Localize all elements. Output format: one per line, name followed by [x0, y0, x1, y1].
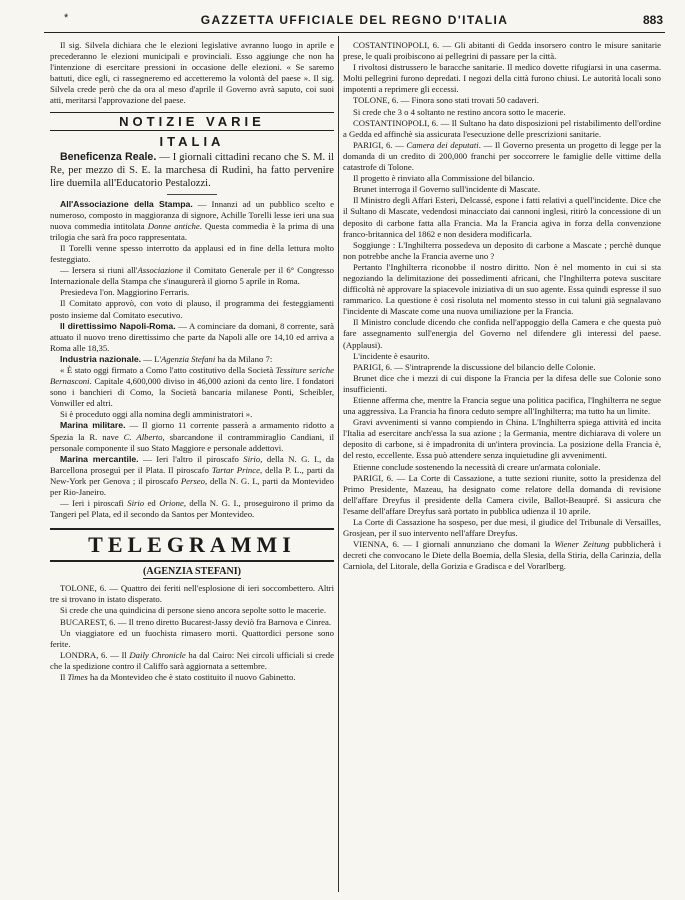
article-militare — [50, 420, 334, 453]
telegram: I rivoltosi distrussero le baracche sanitarie. Il medico dovette rifugiarsi in una caserma. Molti pellegrini furono depredati. I negozi della città furono chiusi. Le autorità locali sono impotenti a reprimere gli eccessi. — [343, 62, 661, 95]
article-text: , sbarcandone il contrammiraglio Candiani, il personale componente il suo Stato Maggiore e personale addettovi. — [50, 431, 334, 453]
article-text: ha da Milano 7: — [215, 353, 273, 364]
article-text: il Comitato Generale per il 6° Congresso Internazionale della Stampa che s'inaugurerà il giorno 5 aprile in Roma. — [50, 265, 334, 287]
article-stampa — [50, 199, 334, 243]
telegram: Un viaggiatore ed un fuochista rimasero morti. Quattordici persone sono ferite. — [50, 627, 334, 649]
article-heading: All'Associazione della Stampa. — [60, 198, 193, 209]
telegram: Il Ministro degli Affari Esteri, Delcassé, espone i fatti relativi a quell'incidente. Dice che il Sultano di Mascate, vedendosi minacciato dai cannoni inglesi, ritirò la concessione di un deposito di carbone fatta alla Francia. Ma la Francia agiva in forza della convenzione franco-britannica del 1862 e non desidera modificarla. — [343, 195, 661, 239]
article-text: « È stato oggi firmato a Como l'atto costitutivo della Società — [60, 364, 276, 375]
italic-title: C. Alberto — [123, 431, 163, 442]
article-heading: Marina militare. — [60, 420, 126, 431]
telegram: TOLONE, 6. — Finora sono stati trovati 50 cadaveri. — [353, 95, 539, 106]
article-industria — [50, 354, 334, 365]
paragraph: Si è proceduto oggi alla nomina degli amministratori ». — [60, 409, 253, 420]
telegram: BUCAREST, 6. — Il treno diretto Bucarest-Jassy deviò fra Barnova e Cinrea. — [60, 616, 332, 627]
page-number: 883 — [642, 13, 663, 27]
paragraph: Presiedeva l'on. Maggiorino Ferraris. — [60, 287, 190, 298]
article-text: , della N. G. I., proseguirono il primo da Tangeri pel Plata, ed il secondo da Santos per Montevideo. — [50, 498, 334, 520]
italic-title: Sirio — [243, 453, 261, 464]
article-text: — L' — [141, 353, 162, 364]
article-text: — Iersera si riuni all' — [60, 265, 138, 276]
agency-label — [50, 566, 334, 577]
telegram: PARIGI, 6. — S'intraprende la discussione del bilancio delle Colonie. — [353, 361, 596, 372]
italic-title: Orione — [159, 498, 184, 509]
italic-title: Tessiture seriche Bernasconi — [50, 364, 334, 387]
newspaper-title: GAZZETTA UFFICIALE DEL REGNO D'ITALIA — [200, 13, 509, 27]
telegram: Etienne conclude sostenendo la necessità di creare un'armata coloniale. — [353, 461, 601, 472]
article-text: ha da Montevideo che è stato costituito il nuovo Gabinetto. — [87, 672, 296, 683]
article-text: . Capitale 4,600,000 diviso in 46,000 azioni da cento lire. I fondatori sono i banchieri di Como, la Società bancaria milanese Ponti, Scheibler, Vonwiller ed altri. — [50, 376, 334, 409]
telegram: La Corte di Cassazione ha sospeso, per due mesi, il giudice del Tribunale di Versailles, Grosjean, per il suo intervento nell'affare Dreyfus. — [343, 517, 661, 539]
intro-paragraph: Il sig. Silvela dichiara che le elezioni legislative avranno luogo in aprile e precederanno le elezioni municipali e provinciali. Esso aggiunge che non ha l'intenzione di esercitare pressioni in occasione delle elezioni. « Se saremo battuti, dice egli, ci rassegneremo ed accetteremo la volontà del paese ». Il sig. Silvela crede però che da ora al meso d'aprile il Governo avrà saputo, coi suoi atti, meritarsi l'approvazione del paese. — [50, 40, 334, 106]
article-heading: Marina mercantile. — [60, 453, 139, 464]
telegram — [343, 539, 661, 572]
separator — [167, 194, 217, 195]
paragraph — [50, 365, 334, 409]
article-text: — Ieri l'altro il piroscafo — [138, 453, 244, 464]
article-text: — Il giorno 11 corrente passerà a armamento ridotto a Spezia la R. nave — [50, 420, 334, 442]
right-column — [343, 40, 661, 892]
article-heading: Beneficenza Reale. — [60, 150, 157, 163]
italic-title: Sirio — [127, 498, 145, 509]
article-text: PARIGI, 6. — — [353, 139, 407, 150]
telegram: COSTANTINOPOLI, 6. — Il Sultano ha dato disposizioni pel ristabilimento dell'ordine a Gedda ed affinchè sia assicurata l'esecuzione delle prescrizioni sanitarie. — [343, 117, 661, 139]
telegram — [50, 650, 334, 672]
italic-title: Agenzia Stefani — [161, 353, 216, 364]
article-heading: Industria nazionale. — [60, 353, 142, 364]
paragraph: Il Comitato approvò, con voto di plauso, il programma dei festeggiamenti posto insieme dal Comitato esecutivo. — [50, 298, 334, 320]
italic-title: Daily Chronicle — [129, 649, 186, 660]
paragraph: Il Torelli venne spesso interrotto da applausi ed in fine della lettura molto festeggiato. — [50, 242, 334, 265]
telegram: Brunet interroga il Governo sull'incidente di Mascate. — [353, 184, 541, 195]
telegram: Il progetto è rinviato alla Commissione del bilancio. — [353, 173, 535, 184]
article-text: — Ieri i piroscafi — [60, 498, 128, 509]
italic-title: Wiener Zeitung — [554, 539, 610, 550]
telegram — [50, 672, 334, 683]
left-column — [50, 40, 334, 892]
telegram: Brunet dice che i mezzi di cui dispone la Francia per la difesa delle sue Colonie sono insufficienti. — [343, 372, 661, 394]
header-star: * — [64, 12, 69, 24]
telegram — [343, 140, 661, 173]
telegram: Etienne afferma che, mentre la Francia segue una politica pacifica, l'Inghilterra ne segue una aggressiva. La Francia ha finora ceduto sempre all'Inghilterra; ma tutto ha un limite. — [343, 395, 661, 417]
article-text: Il — [60, 672, 68, 683]
article-text: . — Il Governo presenta un progetto di legge per la domanda di un credito di 200,000 franchi per soccorrere le famiglie delle vittime della catastrofe di Tolone. — [343, 139, 661, 173]
article-text: . Questa commedia è la prima di una trilogia che sarà fra poco rappresentata. — [50, 220, 334, 242]
telegram: PARIGI, 6. — La Corte di Cassazione, a tutte sezioni riunite, sotto la presidenza del Primo Presidente, Mazeau, ha designato come relatore della domanda di revisione dell'affare Dreyfus il presidente della Camera civile, Ballot-Beaupré. Si assicura che l'esame dell'affare Dreyfus sarà portato in pubblica udienza il 10 aprile. — [343, 472, 661, 516]
article-text: — Innanzi ad un pubblico scelto e numeroso, composto in maggioranza di signore, Achille Torelli lesse ieri una sua nuova commedia intitolata — [50, 198, 334, 231]
article-text: — I giornali cittadini recano che S. M. il Re, per mezzo di S. E. la marchesa di Rudinì, ha fatto pervenire lire duemila all'Educatorio Pestalozzi. — [50, 151, 334, 189]
article-text: ed — [144, 498, 160, 509]
article-text: , della N. G. I., da Barcellona proseguì per il Plata. Il piroscafo — [50, 453, 334, 475]
italic-title: Perseo — [180, 475, 205, 486]
article-text: ha dal Cairo: Nei circoli ufficiali si crede che la spedizione contro il Califfo sarà aggiornata a settembre. — [50, 649, 334, 671]
column-divider — [338, 36, 339, 892]
telegram: Si crede che una quindicina di persone sieno ancora sepolte sotto le macerie. — [60, 605, 327, 616]
italic-title: Associazione — [137, 265, 183, 276]
article-heading: Il direttissimo Napoli-Roma. — [60, 320, 176, 331]
article-text: — A cominciare da domani, 8 corrente, sarà attuato il nuovo treno direttissimo che parte da Napoli alle ore 14,10 ed arriva a Roma alle 18,35. — [50, 320, 334, 353]
italic-title: Tartar Prince — [211, 464, 260, 475]
article-mercantile — [50, 454, 334, 498]
italic-title: Camera dei deputati — [406, 139, 479, 150]
telegrammi-title: TELEGRAMMI — [50, 528, 334, 562]
article-text: , della N. G. I., parti da Montevideo per Rio-Janeiro. — [50, 475, 334, 497]
telegram: Gravi avvenimenti si vanno compiendo in China. L'Inghilterra spiega attività ed incita l'Italia ad esercitare anch'essa la sua azione ; la Germania, mentre dichiarava di volere un deposito di carbone, si è impadronita di un'intera provincia. La posizione della Francia è, del resto, eccellente. Essa può attendere senza inquietudine gli avvenimenti. — [343, 417, 661, 461]
section-title: NOTIZIE VARIE — [50, 112, 334, 131]
telegram: Pertanto l'Inghilterra riconobbe il nostro diritto. Non è nel momento in cui si sta negoziando la delimitazione dei possedimenti africani, che l'Inghilterra poteva suscitare difficoltà nè approvare la spiacevole iniziativa di un suo agente. Essa quindi espresse il suo rammarico. La questione è così risoluta nel momento stesso in cui taluni già segnalavano l'incidente di Mascate come una nuova umiliazione per la Francia. — [343, 261, 661, 317]
telegram: Si crede che 3 o 4 soltanto ne restino ancora sotto le macerie. — [353, 106, 566, 117]
italic-title: Times — [67, 672, 88, 683]
article-text: LONDRA, 6. — Il — [60, 649, 130, 660]
article-beneficenza — [50, 151, 334, 190]
telegram: L'incidente è esaurito. — [353, 350, 430, 361]
article-text: pubblicherà i decreti che convocano le Diete della Boemia, della Slesia, della Stiria, della Carinzia, della Carniola, del Litorale, della Gorizia e Gradisca e del Vorarlberg. — [343, 539, 661, 572]
telegram: Soggiunge : L'Inghilterra possedeva un deposito di carbone a Mascate ; perchè dunque non potrebbe anche la Francia averne uno ? — [343, 239, 661, 261]
paragraph — [50, 265, 334, 287]
italic-title: Donne antiche — [147, 220, 200, 231]
telegram: COSTANTINOPOLI, 6. — Gli abitanti di Gedda insorsero contro le misure sanitarie prese, le quali proibiscono ai pellegrini di passare per la città. — [343, 40, 661, 62]
page-header — [44, 10, 665, 33]
section-subtitle: ITALIA — [159, 133, 225, 149]
article-text: VIENNA, 6. — I giornali annunziano che domani la — [353, 539, 555, 550]
paragraph — [50, 498, 334, 520]
telegram: TOLONE, 6. — Quattro dei feriti nell'esplosione di ieri soccombettero. Altri tre si trovano in istato disperato. — [50, 583, 334, 605]
telegram: Il Ministro conclude dicendo che confida nell'appoggio della Camera e che questa può fare assegnamento sull'energia del Governo nel difendere gli interessi del paese. (Applausi). — [343, 317, 661, 350]
article-text: , della P. L., parti da New-York per Genova ; il piroscafo — [50, 464, 334, 486]
agency-text: (AGENZIA STEFANI) — [143, 566, 241, 578]
article-direttissimo — [50, 321, 334, 354]
